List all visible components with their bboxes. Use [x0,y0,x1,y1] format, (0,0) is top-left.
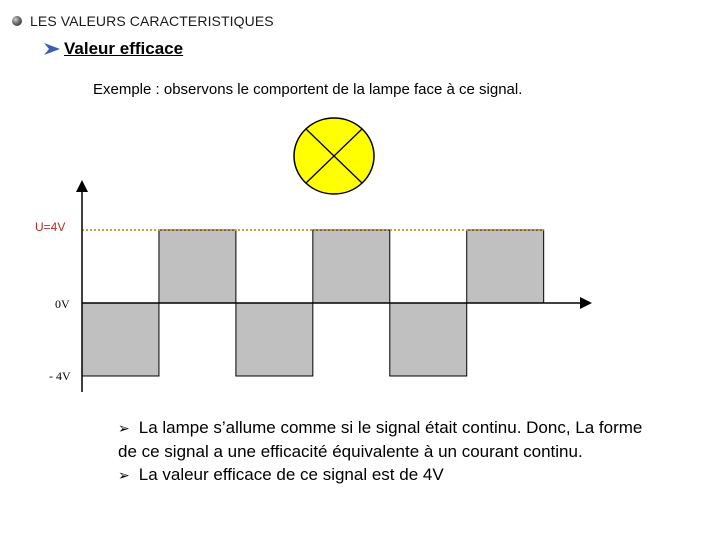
example-caption: Exemple : observons le comportent de la lampe face à ce signal. [93,81,523,98]
arrow-bullet-icon: ➢ [118,467,130,483]
y-tick-label-bottom: - 4V [49,369,71,383]
signal-segment-6 [467,230,544,303]
signal-segment-1 [82,303,159,376]
notes-list [118,416,658,487]
subtitle-text: Valeur efficace [64,39,184,58]
y-tick-label-zero: 0V [55,297,70,311]
signal-segment-2 [159,230,236,303]
note-item [118,463,658,487]
arrow-bullet-icon: ➢ [118,420,130,436]
signal-segment-4 [313,230,390,303]
signal-segment-5 [390,303,467,376]
y-tick-label-top: U=4V [35,220,66,234]
note-text: La lampe s’allume comme si le signal était continu. Donc, La forme de ce signal a une efficacité équivalente à un courant continu. [118,418,643,461]
note-item [118,416,658,463]
signal-segment-3 [236,303,313,376]
note-text: La valeur efficace de ce signal est de 4V [138,465,444,484]
slide-title: LES VALEURS CARACTERISTIQUES [30,13,274,29]
